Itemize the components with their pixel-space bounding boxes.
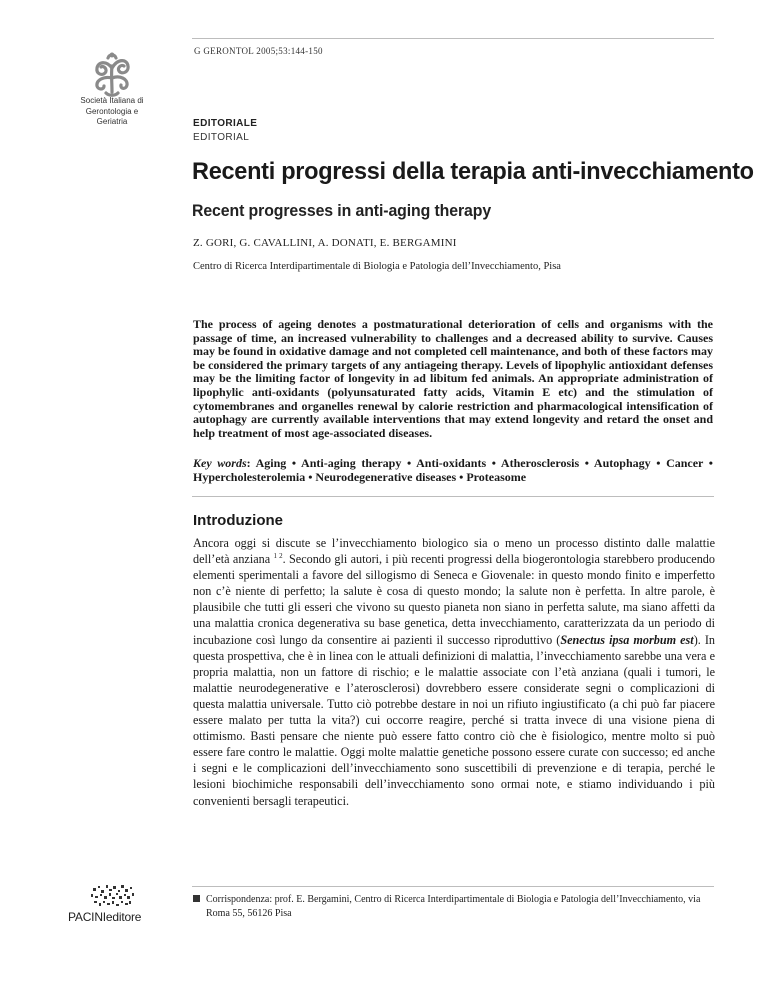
section-heading: Introduzione: [193, 512, 283, 529]
publisher-emblem-icon: [85, 884, 139, 910]
section-label: EDITORIALE: [193, 118, 258, 129]
reference-marker: 1 2: [273, 552, 283, 561]
article-title-english: Recent progresses in anti-aging therapy: [192, 202, 492, 220]
publisher-name: PACINIeditore: [68, 910, 142, 924]
footer-rule: [192, 886, 714, 887]
square-bullet-icon: [193, 895, 200, 902]
section-label-english: EDITORIAL: [193, 132, 250, 143]
affiliation: Centro di Ricerca Interdipartimentale di Biologia e Patologia dell’Invecchiamento, Pisa: [193, 261, 561, 272]
abstract: The process of ageing denotes a postmaturational deterioration of cells and organisms with the passage of time, an increased vulnerability to challenges and a decreased ability to survive. Causes may be found in oxidative damage and not completed cell maintenance, and both of these factors may be considered the primary targets of any antiageing therapy. Levels of lipophylic antioxidant defenses may be the limiting factor of longevity in ad libitum fed animals. An appropriate administration of lipophylic anti-oxidants (polyunsaturated fatty acids, Vitamin E etc) and the stimulation of cytomembranes and organelles renewal by calorie restriction and pharmacological intensification of autophagy are currently available interventions that may extend longevity and retard the onset and help treatment of most age-associated diseases.: [193, 317, 713, 440]
society-name-line: Gerontologia e: [85, 106, 139, 116]
society-name-line: Società Italiana di: [80, 96, 144, 105]
body-text-part: . Secondo gli autori, i più recenti progressi della biogerontologia starebbero producendo elementi sperimentali a favore del sillogismo di Seneca e Giovenale: in questo mondo finito e imperfetto non c’è niente di perfetto; la salute è cosa di questo mondo; la salute non è perfetta. In altre parole, è plausibile che tutti gli esseri che vivono su questo pianeta non siano in perfetta salute, ma siano affetti da una malattia cronica degenerativa su base genetica, detta invecchiamento, caratterizzata da un periodo di incubazione così lungo da consentire ai pazienti il successo riproduttivo (: [193, 552, 715, 647]
header-rule: [192, 38, 714, 39]
latin-quote: Senectus ipsa morbum est: [560, 632, 694, 647]
society-name-line: Geriatria: [96, 117, 128, 126]
correspondence-note: [193, 893, 715, 921]
society-name: [60, 96, 164, 128]
keywords-label: Key words: [193, 456, 247, 470]
correspondence-text: Corrispondenza: prof. E. Bergamini, Centro di Ricerca Interdipartimentale di Biologia e Patologia dell’Invecchiamento, via Roma 55, 56126 Pisa: [206, 894, 701, 919]
article-title: Recenti progressi della terapia anti-invecchiamento: [192, 158, 754, 185]
authors: Z. GORI, G. CAVALLINI, A. DONATI, E. BERGAMINI: [193, 237, 457, 249]
body-text-part: ). In questa prospettiva, che è in linea con le attuali definizioni di malattia, l’invecchiamento sarebbe una vera e propria malattia, non un fattore di rischio; e le malattie associate con l’età anziana (quali i tumori, le malattie neurodegenerative e l’aterosclerosi) dovrebbero essere considerate segni o complicazioni di questa malattia universale. Tutto ciò potrebbe destare in noi un rifiuto ingiustificato (a chi può far piacere essere malato per tutta la vita?) cui occorre reagire, perché si tratta invece di una visione piena di ottimismo. Basti pensare che niente può essere fatto contro ciò che è fisiologico, mentre molto si può essere fare contro le malattie. Oggi molte malattie genetiche possono essere curate con successo; ed anche i segni e le complicazioni dell’invecchiamento sono suscettibili di prevenzione e di terapia, perché le lesioni biochimiche responsabili dell’invecchiamento sono ormai note, e stiamo individuando i più convenienti bersagli terapeutici.: [193, 632, 715, 808]
keywords: [193, 457, 713, 484]
section-divider: [192, 496, 714, 497]
journal-reference: G GERONTOL 2005;53:144-150: [194, 46, 323, 56]
body-paragraph: [193, 535, 715, 809]
body-text-part: Ancora oggi si discute se l’invecchiamento biologico sia o meno un processo distinto dalle malattie dell’età anziana: [193, 536, 715, 567]
keywords-list: : Aging • Anti-aging therapy • Anti-oxidants • Atherosclerosis • Autophagy • Cancer • Hypercholesterolemia • Neurodegenerative diseases • Proteasome: [193, 456, 713, 484]
